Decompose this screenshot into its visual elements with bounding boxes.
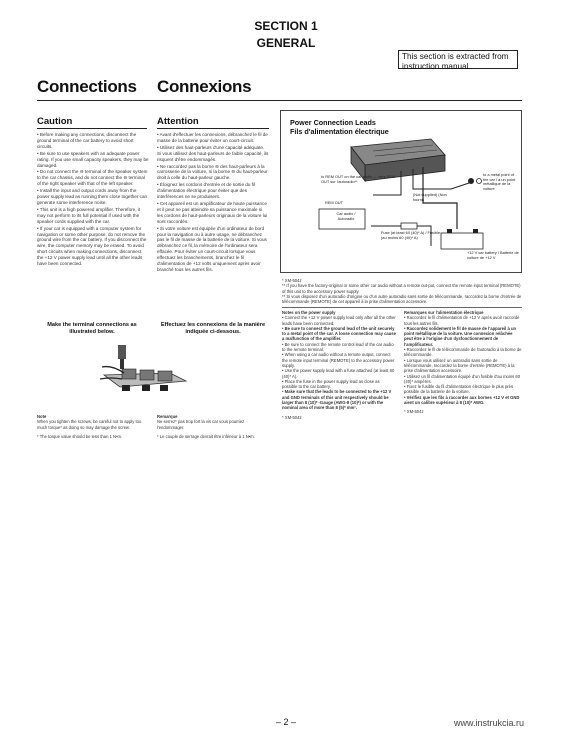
power-note-item: • Place the fuse in the power supply lead as close as possible to the car battery. [282,378,380,390]
fuse-label: Fuse (at least 60 (40)* A) / Fusible (au moins 60 (40)* A) [381,230,441,240]
attention-item: • Éloignez les cordons d'entrée et de sortie du fil d'alimentation électrique pour éviter que des interférences ne se produisent. [157,182,255,200]
figure-title-en: Power Connection Leads [290,118,376,127]
figure-footnote: * XM-504z [282,278,302,283]
attention-item: • Avant d'effectuer les connexions, débranchez le fil de masse de la batterie pour éviter un court-circuit. [157,132,268,143]
attention-item: • Utilisez des haut-parleurs d'une capacité adéquate. Si vous utilisez des haut-parleurs de faible capacité, ils risquent d'être endommagés. [157,144,269,162]
fuse-icon [401,223,417,229]
attention-heading: Attention [157,116,199,127]
caution-item: • Be sure to use speakers with an adequate power rating. If you use small capacity speakers, they may be damaged. [37,150,149,168]
terminal-caption-fr: Effectuez les connexions de la manière indiquée ci-dessous. [160,322,266,335]
power-note-item: • Fixez le fusible du fil d'alimentation électrique le plus près possible de la batterie de la voiture. [404,384,514,395]
caution-item: • If your car is equipped with a computer system for navigation or some other purpose, do not remove the ground wire from the car battery. If you disconnect the wire, the computer memory may be erased. To avoid short circuits when making connections, disconnect the +12 V power supply lead until all the other leads have been connected. [37,225,147,267]
note-en [37,414,149,439]
battery-label: +12 V car battery / Batterie de voiture de +12 V [467,250,519,260]
section-subtitle: GENERAL [256,36,316,50]
power-note-item: * XM-504z [404,409,424,415]
power-note-item: • Be sure to connect the remote control lead of the car audio to the remote terminal. [282,341,394,353]
figure-footnote: ** If you have the factory-original or some other car audio without a remote out-put, connect the remote input terminal (REMOTE) of this unit to the accessory power supply. [282,283,521,294]
terminal-caption-en: Make the terminal connections as illustrated below. [47,322,137,335]
caution-rule [37,128,147,129]
figure-title-fr: Fils d'alimentation électrique [290,127,389,136]
battery-icon [441,229,483,249]
caution-body [37,132,149,268]
power-note-item: • Be sure to connect the ground lead of the unit securely to a metal point of the car. A loose connection may cause a malfunction of the amplifier. [282,325,396,342]
rem-out-label: REM OUT [325,200,343,205]
power-note-item: * XM-504z [282,414,302,420]
power-note-item: • Lorsque vous utilisez un autoradio sans sortie de télécommande, raccordez la borne d'entrée (REMOTE) à la prise d'alimentation accessoire. [404,357,515,374]
remote-label: to REM OUT on the car audio — vers REM OUT sur l'autoradio** [321,174,396,184]
not-supplied-label: (Not supplied) (Non fourni) [413,192,447,202]
screwdriver-icon [118,345,126,369]
heading-rule [37,100,522,101]
caution-heading: Caution [37,116,73,127]
power-note-item: • Raccordez solidement le fil de masse de l'appareil à un point métallique de la voiture. Une connexion relâchée peut être à l'origine d'un dysfonctionnement de l'amplificateur. [404,325,517,347]
attention-body [157,132,269,274]
heading-connexions: Connexions [157,77,252,96]
power-note-item: • Connect the +12 V power supply lead only after all the other leads have been connected. [282,315,396,326]
section-title: SECTION 1 [254,19,318,33]
caution-item: • Install the input and output cords away from the power supply lead as running them close together can generate some interference noise. [37,188,148,205]
site-watermark: www.instrukcia.ru [454,718,525,728]
page-number: – 2 – [275,717,297,727]
power-note-item: • Make sure that the leads to be connected to the +12 V and GND terminals of this unit respectively should be larger than 8 (10)* -Gauge (AWG-8 (10)*) or with the nominal area of more than 8 (5)* mm². [282,389,392,411]
power-notes-en-heading: Notes on the power supply [282,310,336,315]
note-fr-footnote: * Le couple de serrage devrait être inférieur à 1 N•m. [157,433,255,439]
car-audio-label: Car audio / Autoradio [336,211,356,221]
power-note-item: • Utilisez un fil d'alimentation équipé d'un fusible d'au moins 60 (40)* ampères. [404,373,521,384]
note-en-text: When you tighten the screws, be careful not to apply too much torque* as doing so may damage the screw. [37,419,142,430]
power-connection-figure [280,110,522,273]
note-en-heading: Note [37,414,47,419]
power-note-item: • Raccordez le fil d'alimentation de +12 V après avoir raccordé tous les autres fils. [404,315,520,326]
heading-connections: Connections [37,77,137,96]
caution-item: • Before making any connections, disconnect the ground terminal of the car battery to avoid short circuits. [37,132,137,149]
note-fr [157,414,269,439]
attention-item: • Ne raccordez pas la borne ⊖ des haut-parleurs à la carrosserie de la voiture, ni la borne ⊖ du haut-parleur droit à celle du haut-parleur gauche. [157,163,268,181]
power-notes-en [282,310,396,420]
power-note-item: • Vérifiez que les fils à raccorder aux bornes +12 V et GND aient un calibre supérieur à 8 (10)* AWG. [404,394,520,406]
attention-item: • Si votre voiture est équipée d'un ordinateur de bord pour la navigation ou à autre usage, ne débranchez pas le fil de masse de la batterie de la voiture. Si vous débranchez ce fil, la mémoire de l'ordinateur sera effacée. Pour éviter un court-circuit lorsque vous effectuez les branchements, branchez le fil d'alimentation de +12 volts uniquement après avoir branché tous les autres fils. [157,225,267,272]
attention-rule [157,128,269,129]
power-notes-fr [404,310,522,415]
power-note-item: • When using a car audio without a remote output, connect the remote input terminal (REMOTE) to the accessory power supply. [282,352,395,368]
power-note-item: • Raccordez le fil de télécommande de l'autoradio à la borne de télécommande. [404,347,522,358]
terminal-block-illustration [100,345,200,393]
ground-connector-icon [468,178,482,184]
caution-item: • This unit is a high powered amplifier. Therefore, it may not perform to its full potential if used with the speaker cords supplied with the car. [37,206,141,224]
caution-item: • Do not connect the ⊖ terminal of the speaker system to the car chassis, and do not connect the ⊖ terminal of the right speaker with that of the left speaker. [37,169,148,187]
figure-footnote: ** Si vous disposez d'un autoradio d'origine ou d'un autre autoradio sans sortie de télécommande, raccordez la borne d'entrée de télécommande (REMOTE) de cet appareil à la prise d'alimentation accessoire. [282,293,522,305]
figure-footnotes [282,278,522,304]
attention-item: • Cet appareil est un amplificateur de haute puissance et il peut ne pas atteindre sa puissance maximale si les cordons de haut-parleurs originaux de la voiture lui sont raccordés. [157,200,268,224]
wiring-diagram [281,111,521,272]
note-fr-heading: Remarque [157,414,178,419]
power-note-item: • Use the power supply lead with a fuse attached (at least 60 (40)* A). [282,368,395,379]
metal-point-label: to a metal point of the car / à un point métallique de la voiture [483,172,516,191]
note-en-footnote: * The torque value should be less than 1 N•m. [37,433,123,439]
footnote-rule [282,307,522,308]
power-notes-fr-heading: Remarques sur l'alimentation électrique [404,310,484,315]
note-fr-text: Ne serrez* pas trop fort la vis car vous pourriez l'endommager. [157,419,245,430]
extract-note-box: This section is extracted from instruction manual. [398,50,518,69]
